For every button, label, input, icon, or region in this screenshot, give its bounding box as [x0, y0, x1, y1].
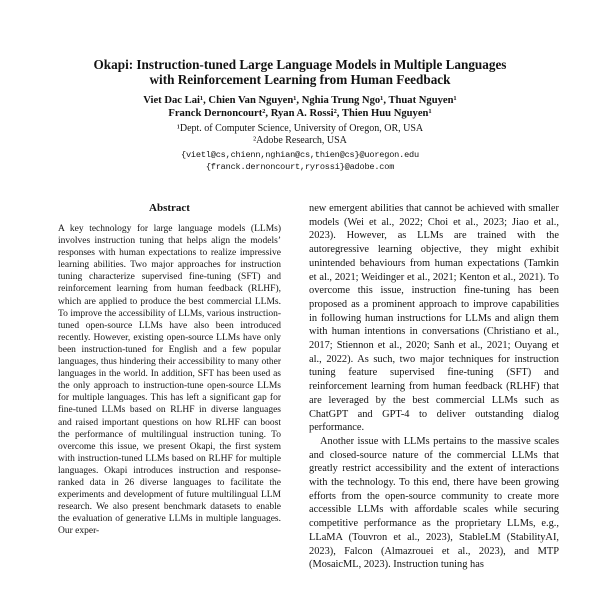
title-block — [0, 0, 600, 173]
author-line-1: Viet Dac Lai¹, Chien Van Nguyen¹, Nghia Trung Ngo¹, Thuat Nguyen¹ — [143, 95, 457, 106]
affiliation-2: ²Adobe Research, USA — [253, 134, 347, 146]
email-block — [0, 149, 600, 173]
paper-title-line-1: Okapi: Instruction-tuned Large Language Models in Multiple Languages — [93, 57, 507, 72]
right-column — [309, 202, 559, 600]
email-line-2: {franck.dernoncourt,ryrossi}@adobe.com — [205, 162, 395, 172]
paper-title-line-2: with Reinforcement Learning from Human Feedback — [149, 72, 451, 87]
left-column — [45, 202, 292, 600]
author-line-2: Franck Dernoncourt², Ryan A. Rossi², Thien Huu Nguyen¹ — [168, 107, 432, 119]
author-block — [0, 95, 600, 120]
abstract-heading: Abstract — [149, 202, 190, 214]
email-line-1: {vietl@cs,chienn,nghian@cs,thien@cs}@uoregon.edu — [181, 150, 419, 160]
abstract-text: A key technology for large language models (LLMs) involves instruction tuning that helps align the models’ responses with human expectations to realize impressive learning abilities. Two major approaches for instruction tuning characterize supervised fine-tuning (SFT) and reinforcement learning from human feedback (RLHF), which are applied to produce the best commercial LLMs. To improve the accessibility of LLMs, various instruction-tuned open-source LLMs have also been introduced recently. However, existing open-source LLMs have only been instruction-tuned for English and a few popular languages, thus hindering their accessibility to many other languages in the world. In addition, SFT has been used as the only approach to instruction-tune open-source LLMs for multiple languages. This has left a significant gap for fine-tuned LLMs based on RLHF in diverse languages and raised important questions on how RLHF can boost the performance of multilingual instruction tuning. To overcome this issue, we present Okapi, the first system with instruction-tuned LLMs based on RLHF for multiple languages. Okapi introduces instruction and response-ranked data in 26 diverse languages to facilitate the experiments and development of future multilingual LLM research. We also present benchmark datasets to enable the evaluation of generative LLMs in multiple languages. Our exper- — [58, 224, 281, 537]
affiliation-1: ¹Dept. of Computer Science, University of Oregon, OR, USA — [176, 123, 424, 134]
intro-paragraph-continuation: new emergent abilities that cannot be achieved with smaller models (Wei et al., 2022; Choi et al., 2023; Jiao et al., 2023). However, as LLMs are trained with the autoregressive learning objective, they might exhibit unintended behaviours from human expectations (Tamkin et al., 2021; Weidinger et al., 2021; Kenton et al., 2021). To overcome this issue, instruction fine-tuning has been proposed as a prominent approach to improve capabilities in following human instructions for LLMs and align them with human intentions in conversations (Christiano et al., 2017; Stiennon et al., 2020; Sanh et al., 2021; Ouyang et al., 2022). As such, two major techniques for instruction tuning feature supervised fine-tuning (SFT) and reinforcement learning from human feedback (RLHF) that are leveraged by the best commercial LLMs such as ChatGPT and GPT-4 to deliver outstanding dialog performance. — [309, 203, 559, 434]
paper-title — [0, 57, 600, 87]
intro-paragraph-another-issue: Another issue with LLMs pertains to the massive scales and closed-source nature of the commercial LLMs that greatly restrict accessibility and the extent of interactions with the technology. To this end, there have been growing efforts from the open-source community to create more accessible LLMs with affordable scales while securing competitive performance as the proprietary LLMs, e.g., LLaMA (Touvron et al., 2023), StableLM (StabilityAI, 2023), Falcon (Almazrouei et al., 2023), and MTP (MosaicML, 2023). Instruction tuning has — [309, 435, 559, 571]
two-column-body — [0, 202, 600, 600]
affiliation-block — [0, 123, 600, 146]
